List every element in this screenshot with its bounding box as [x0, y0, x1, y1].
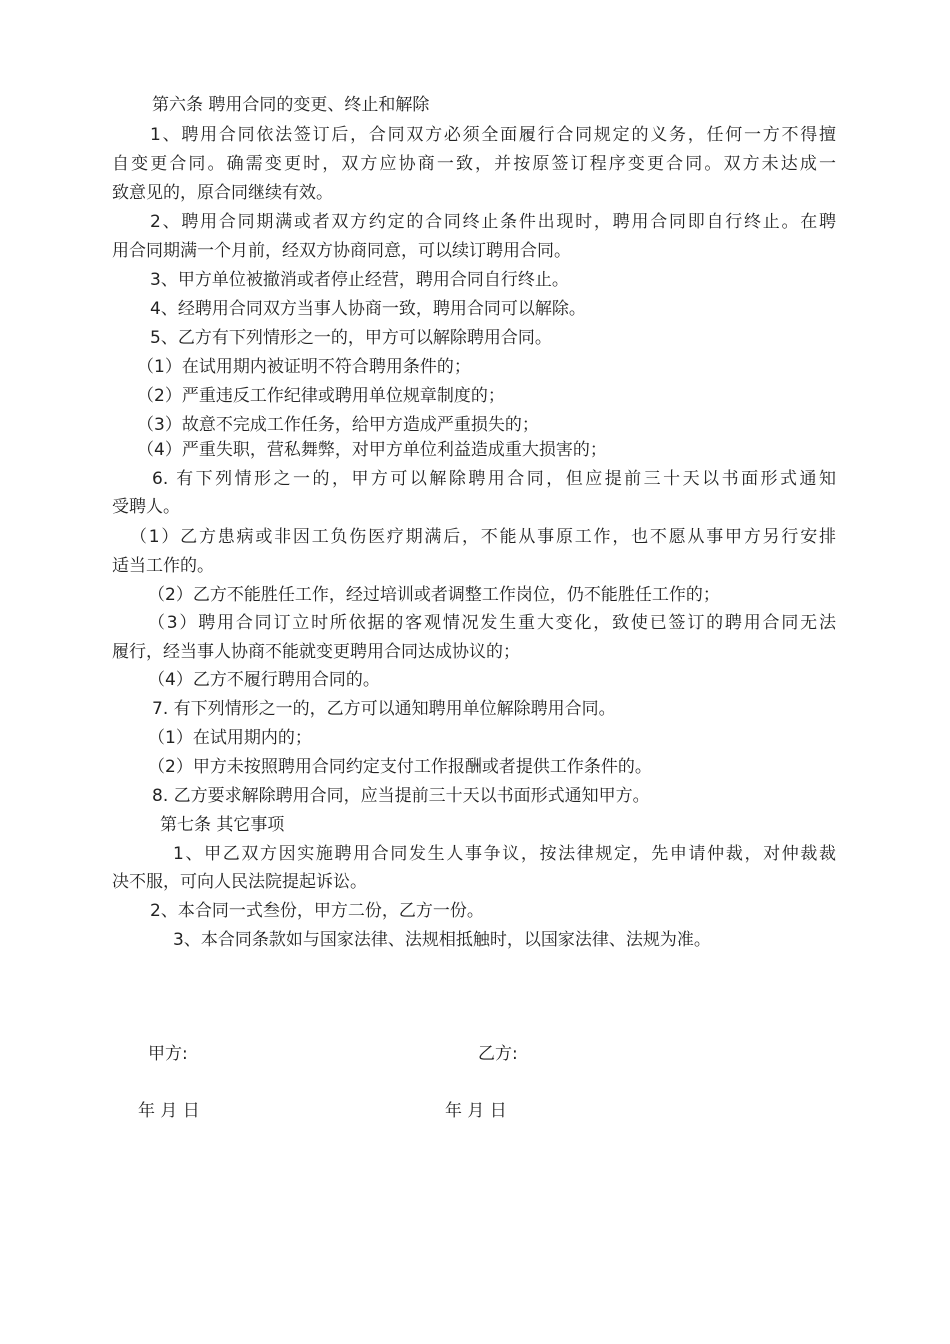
article7-item3: 3、本合同条款如与国家法律、法规相抵触时，以国家法律、法规为准。 [173, 930, 711, 950]
article6-item5: 5、乙方有下列情形之一的，甲方可以解除聘用合同。 [150, 328, 552, 348]
article6-item5-sub: （4）严重失职，营私舞弊，对甲方单位利益造成重大损害的； [137, 440, 607, 460]
party-a-date-label: 年 月 日 [138, 1101, 200, 1121]
party-a-signature-label: 甲方: [148, 1044, 188, 1064]
party-b-signature-label: 乙方: [478, 1044, 518, 1064]
article6-item7: 7. 有下列情形之一的，乙方可以通知聘用单位解除聘用合同。 [152, 699, 616, 719]
article6-item5-sub: （2）严重违反工作纪律或聘用单位规章制度的； [137, 386, 505, 406]
article6-item5-sub: （1）在试用期内被证明不符合聘用条件的； [137, 357, 471, 377]
article6-item1-line: 致意见的，原合同继续有效。 [112, 183, 333, 203]
article6-title: 第六条 聘用合同的变更、终止和解除 [152, 95, 430, 115]
article6-item2-line: 2、聘用合同期满或者双方约定的合同终止条件出现时，聘用合同即自行终止。在聘 [150, 212, 836, 232]
article7-item1-line: 1、甲乙双方因实施聘用合同发生人事争议，按法律规定，先申请仲裁，对仲裁裁 [173, 844, 836, 864]
article6-item7-sub: （1）在试用期内的； [148, 728, 312, 748]
article6-item6-line: 受聘人。 [112, 497, 180, 517]
article6-item3: 3、甲方单位被撤消或者停止经营，聘用合同自行终止。 [150, 270, 569, 290]
article6-item2-line: 用合同期满一个月前，经双方协商同意，可以续订聘用合同。 [112, 241, 571, 261]
article6-item6-line: 6. 有下列情形之一的，甲方可以解除聘用合同，但应提前三十天以书面形式通知 [152, 469, 836, 489]
article7-title: 第七条 其它事项 [160, 815, 285, 835]
article6-item7-sub: （2）甲方未按照聘用合同约定支付工作报酬或者提供工作条件的。 [148, 757, 652, 777]
article6-item5-sub: （3）故意不完成工作任务，给甲方造成严重损失的； [137, 415, 539, 435]
article6-item6-sub3-line: （3）聘用合同订立时所依据的客观情况发生重大变化，致使已签订的聘用合同无法 [148, 613, 836, 633]
article6-item6-sub4: （4）乙方不履行聘用合同的。 [148, 670, 380, 690]
article6-item4: 4、经聘用合同双方当事人协商一致，聘用合同可以解除。 [150, 299, 586, 319]
article7-item1-line: 决不服，可向人民法院提起诉讼。 [112, 872, 367, 892]
article6-item6-sub2: （2）乙方不能胜任工作，经过培训或者调整工作岗位，仍不能胜任工作的； [148, 585, 720, 605]
article6-item6-sub1-line: （1）乙方患病或非因工负伤医疗期满后，不能从事原工作，也不愿从事甲方另行安排 [130, 527, 836, 547]
article6-item8: 8. 乙方要求解除聘用合同，应当提前三十天以书面形式通知甲方。 [152, 786, 650, 806]
party-b-date-label: 年 月 日 [445, 1101, 507, 1121]
article6-item6-sub1-line: 适当工作的。 [112, 556, 214, 576]
article6-item6-sub3-line: 履行，经当事人协商不能就变更聘用合同达成协议的； [112, 642, 520, 662]
article6-item1-line: 1、聘用合同依法签订后，合同双方必须全面履行合同规定的义务，任何一方不得擅 [150, 125, 836, 145]
article6-item1-line: 自变更合同。确需变更时，双方应协商一致，并按原签订程序变更合同。双方未达成一 [112, 154, 836, 174]
article7-item2: 2、本合同一式叁份，甲方二份，乙方一份。 [150, 901, 484, 921]
